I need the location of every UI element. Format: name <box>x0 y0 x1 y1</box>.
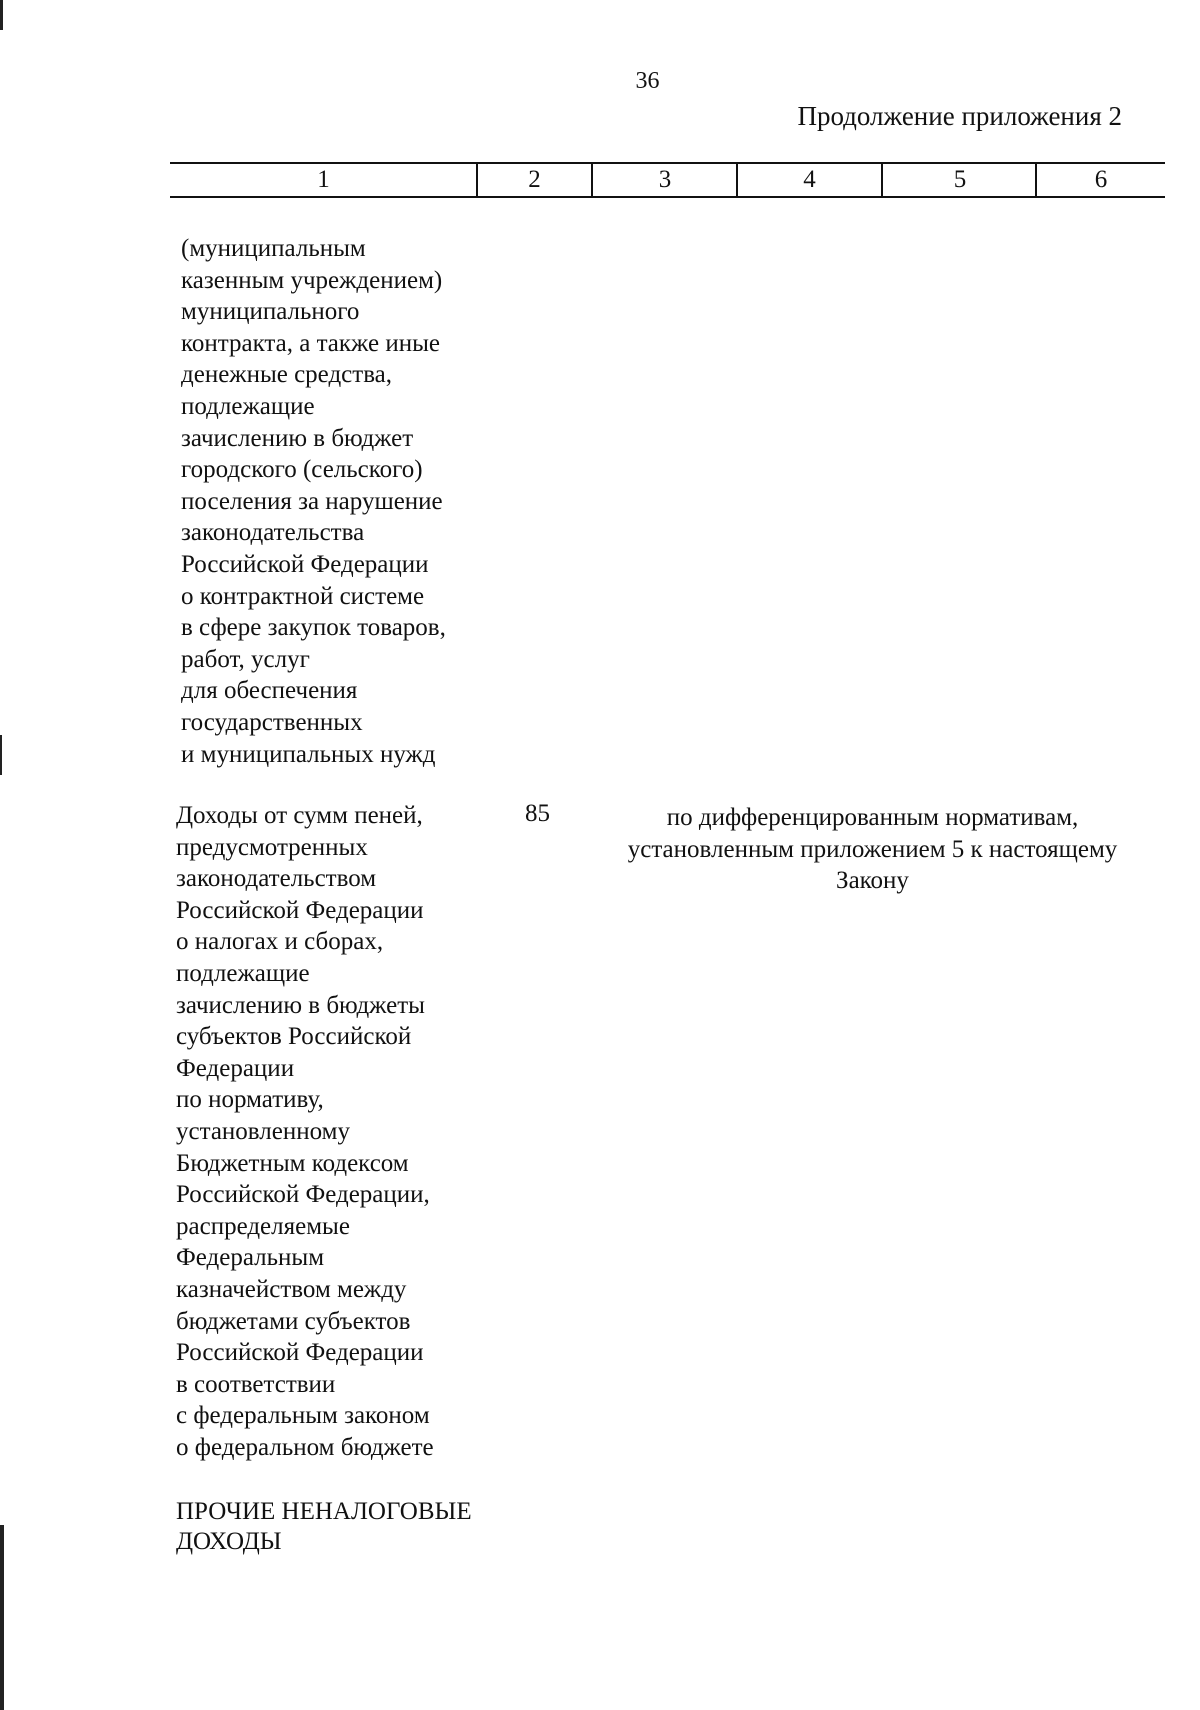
description-line: (муниципальным <box>181 235 366 262</box>
description-line: Российской Федерации <box>181 550 429 578</box>
section-heading <box>176 1497 472 1557</box>
description-line: контракта, а также иные <box>181 329 440 357</box>
description-line: подлежащие <box>181 392 315 420</box>
table-header <box>170 162 1165 198</box>
description-line: субъектов Российской <box>176 1023 412 1051</box>
description-line: с федеральным законом <box>176 1402 430 1430</box>
column-header-3: 3 <box>658 166 672 193</box>
column-header-2: 2 <box>528 166 541 193</box>
description-line: государственных <box>181 708 363 736</box>
description-line: Российской Федерации, <box>176 1181 430 1209</box>
description-line: казначейством между <box>176 1275 407 1303</box>
scan-edge-mark <box>0 1525 4 1710</box>
description-line: городского (сельского) <box>181 456 423 484</box>
row-1-description <box>181 233 446 770</box>
description-line: законодательства <box>181 519 365 547</box>
description-line: о федеральном бюджете <box>176 1433 434 1461</box>
description-line: в соответствии <box>176 1370 336 1398</box>
description-line: о налогах и сборах, <box>176 928 384 956</box>
column-header-1: 1 <box>317 166 330 193</box>
description-line: Федерации <box>176 1054 295 1082</box>
column-header-6: 6 <box>1094 166 1108 193</box>
description-line: установленному <box>176 1117 350 1145</box>
description-line: распределяемые <box>176 1212 350 1240</box>
description-line: денежные средства, <box>181 361 393 389</box>
description-line: в сфере закупок товаров, <box>181 614 446 642</box>
description-line: поселения за нарушение <box>181 487 443 515</box>
normative-line: Закону <box>836 867 909 895</box>
section-heading-line: ПРОЧИЕ НЕНАЛОГОВЫЕ <box>176 1498 472 1525</box>
header-bottom-rule <box>170 196 1165 198</box>
description-line: Доходы от сумм пеней, <box>176 802 423 829</box>
row-2-normative-text <box>600 802 1145 897</box>
description-line: зачислению в бюджеты <box>176 991 425 1019</box>
description-line: предусмотренных <box>176 833 368 861</box>
page-number: 36 <box>635 68 660 94</box>
row-2-description <box>176 800 434 1463</box>
column-header-4: 4 <box>803 166 816 193</box>
description-line: муниципального <box>181 298 360 326</box>
normative-line: установленным приложением 5 к настоящему <box>627 835 1118 863</box>
description-line: Федеральным <box>176 1244 325 1272</box>
description-line: законодательством <box>176 865 377 893</box>
description-line: для обеспечения <box>181 677 358 705</box>
normative-line: по дифференцированным нормативам, <box>666 804 1079 831</box>
scan-edge-mark <box>0 735 2 775</box>
column-header-5: 5 <box>953 166 967 193</box>
description-line: по нормативу, <box>176 1086 324 1114</box>
scan-edge-mark <box>0 0 3 30</box>
description-line: бюджетами субъектов <box>176 1307 411 1335</box>
description-line: зачислению в бюджет <box>181 424 414 452</box>
description-line: Российской Федерации <box>176 1339 424 1367</box>
description-line: и муниципальных нужд <box>181 740 436 768</box>
section-heading-line: ДОХОДЫ <box>176 1528 282 1555</box>
description-line: казенным учреждением) <box>181 266 443 294</box>
row-2-column-2-value: 85 <box>525 800 550 827</box>
description-line: подлежащие <box>176 959 310 987</box>
description-line: Бюджетным кодексом <box>176 1149 409 1177</box>
description-line: Российской Федерации <box>176 896 424 924</box>
description-line: о контрактной системе <box>181 582 425 610</box>
description-line: работ, услуг <box>181 645 310 673</box>
continuation-label: Продолжение приложения 2 <box>797 101 1122 131</box>
